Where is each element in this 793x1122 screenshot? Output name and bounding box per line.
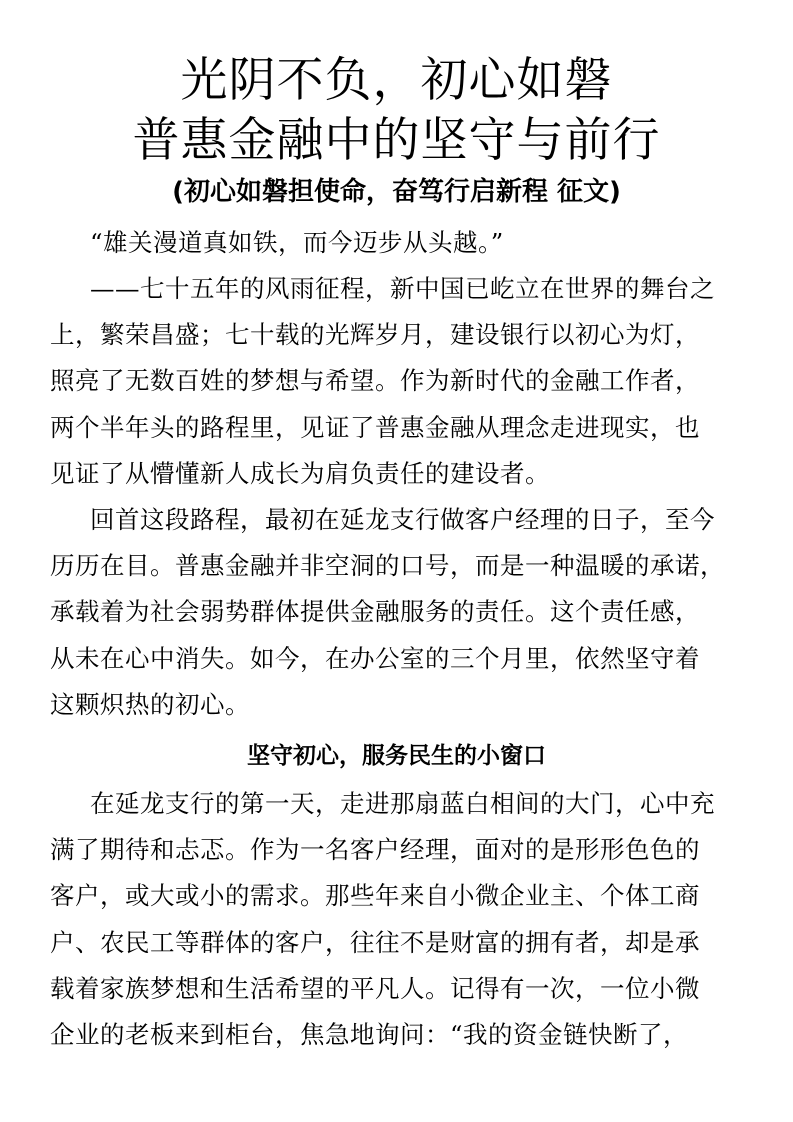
paragraph-line: 回首这段路程，最初在延龙支行做客户经理的日子，至今 xyxy=(90,505,715,534)
opening-quote: “雄关漫道真如铁，而今迈步从头越。” xyxy=(90,228,504,257)
title-line-2: 普惠金融中的坚守与前行 xyxy=(132,113,661,168)
paragraph-line: 历历在目。普惠金融并非空洞的口号，而是一种温暖的承诺， xyxy=(50,551,725,581)
paragraph-line: 从未在心中消失。如今，在办公室的三个月里，依然坚守着 xyxy=(50,643,700,673)
paragraph-line: 上，繁荣昌盛；七十载的光辉岁月，建设银行以初心为灯， xyxy=(50,320,700,350)
paragraph-line: 企业的老板来到柜台，焦急地询问：“我的资金链快断了， xyxy=(50,1019,689,1049)
paragraph-1 xyxy=(50,266,746,497)
paragraph-line: 在延龙支行的第一天，走进那扇蓝白相间的大门，心中充 xyxy=(90,789,715,818)
paragraph-line: 两个半年头的路程里，见证了普惠金融从理念走进现实，也 xyxy=(50,412,700,442)
title-line-1: 光阴不负，初心如磐 xyxy=(180,53,613,108)
paragraph-line: ——七十五年的风雨征程，新中国已屹立在世界的舞台之 xyxy=(90,274,715,303)
paragraph-line: 满了期待和忐忑。作为一名客户经理，面对的是形形色色的 xyxy=(50,835,700,865)
paragraph-line: 照亮了无数百姓的梦想与希望。作为新时代的金融工作者， xyxy=(50,366,700,396)
paragraph-line: 承载着为社会弱势群体提供金融服务的责任。这个责任感， xyxy=(50,597,700,627)
paragraph-line: 见证了从懵懂新人成长为肩负责任的建设者。 xyxy=(50,458,550,488)
paragraph-line: 载着家族梦想和生活希望的平凡人。记得有一次，一位小微 xyxy=(50,973,700,1003)
paragraph-3 xyxy=(50,781,746,1058)
opening-quote-block xyxy=(50,220,746,266)
paragraph-line: 户、农民工等群体的客户，往往不是财富的拥有者，却是承 xyxy=(50,927,700,957)
section-heading: 坚守初心，服务民生的小窗口 xyxy=(247,743,546,769)
paragraph-2 xyxy=(50,497,746,728)
subtitle: (初心如磐担使命，奋笃行启新程 征文) xyxy=(172,177,621,207)
paragraph-line: 这颗炽热的初心。 xyxy=(50,689,250,719)
paragraph-line: 客户，或大或小的需求。那些年来自小微企业主、个体工商 xyxy=(50,881,700,911)
